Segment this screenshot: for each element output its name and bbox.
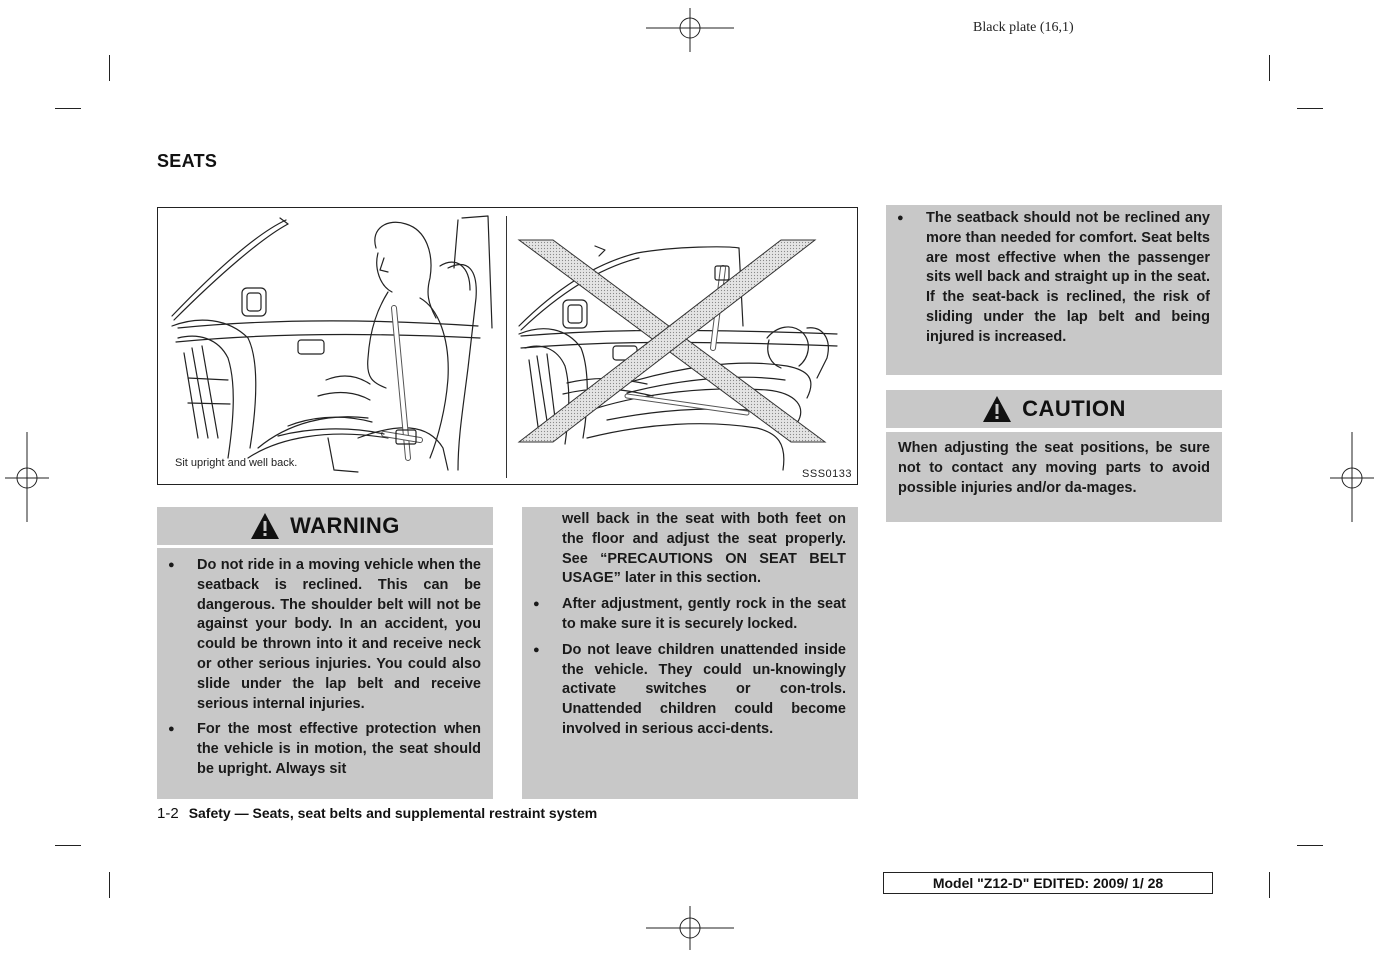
footer-section-title: Safety — Seats, seat belts and supplemental restraint system <box>188 805 598 821</box>
warning-continued-right <box>886 205 1222 375</box>
warning-item: ● Do not leave children unattended inside the vehicle. They could un-knowingly activate switches or con-trols. Unattended children could become involved in serious acci-dents. <box>522 641 846 740</box>
registration-mark-bottom <box>646 906 734 950</box>
prohibited-x-mark <box>519 240 825 442</box>
correct-seating-drawing <box>158 208 506 484</box>
plate-label: Black plate (16,1) <box>973 20 1074 35</box>
caution-header <box>886 390 1222 428</box>
warning-header <box>157 507 493 545</box>
reclined-seating-drawing <box>507 208 858 484</box>
model-edit-line: Model "Z12-D" EDITED: 2009/ 1/ 28 <box>883 872 1213 894</box>
seating-illustration <box>157 207 858 485</box>
figure-caption: Sit upright and well back. <box>175 457 298 469</box>
warning-continued <box>522 507 858 799</box>
warning-body <box>157 548 493 799</box>
section-title: SEATS <box>157 151 218 171</box>
page-number: 1-2 <box>157 805 179 822</box>
warning-item: ● For the most effective protection when the vehicle is in motion, the seat should be upright. Always sit <box>157 720 481 779</box>
warning-item: ● The seatback should not be reclined any more than needed for comfort. Seat belts are most effective when the passenger sits well back and straight up in the seat. If the seat-back is reclined, the risk of sliding under the lap belt and being injured is increased. <box>886 209 1210 348</box>
warning-item: ● After adjustment, gently rock in the seat to make sure it is securely locked. <box>522 595 846 635</box>
warning-continuation: well back in the seat with both feet on the floor and adjust the seat properly. See “PRECAUTIONS ON SEAT BELT USAGE” later in this section. <box>562 511 846 587</box>
caution-triangle-icon <box>982 395 1012 423</box>
figure-code: SSS0133 <box>802 468 852 480</box>
caution-title: CAUTION <box>1022 396 1126 421</box>
registration-mark-left <box>5 432 49 522</box>
caution-body: When adjusting the seat positions, be sure not to contact any moving parts to avoid possible injuries and/or da-mages. <box>886 432 1222 522</box>
warning-title: WARNING <box>290 513 400 538</box>
page-footer <box>157 805 597 822</box>
warning-item: ● Do not ride in a moving vehicle when the seatback is reclined. This can be dangerous. The shoulder belt will not be against your body. In an accident, you could be thrown into it and receive neck or other serious injuries. You could also slide under the lap belt and receive serious internal injuries. <box>157 556 481 714</box>
warning-triangle-icon <box>250 512 280 540</box>
registration-mark-top <box>646 8 734 52</box>
registration-mark-right <box>1330 432 1374 522</box>
